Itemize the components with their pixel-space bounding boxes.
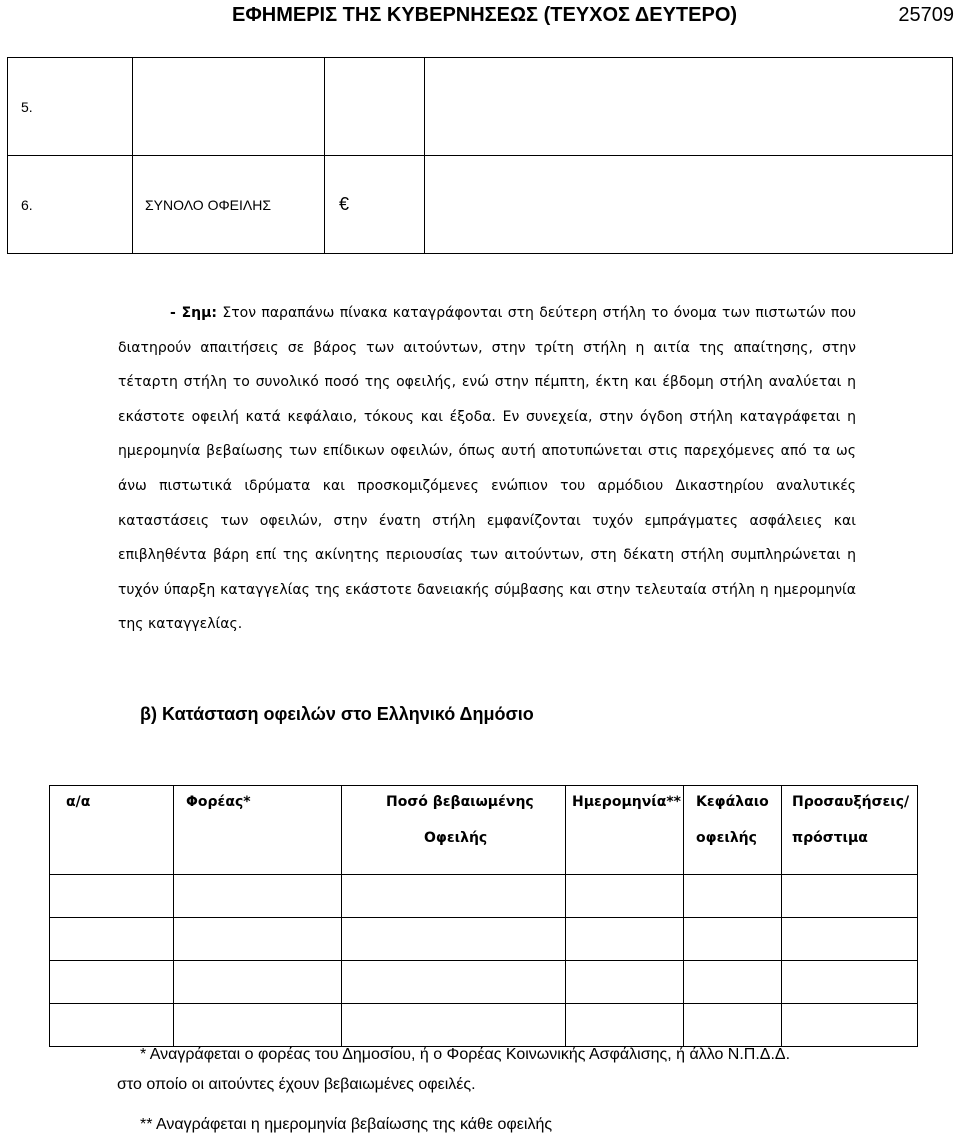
public-debt-table (49, 785, 918, 1047)
currency-cell (325, 58, 425, 156)
page-number: 25709 (898, 4, 954, 26)
header-entity: Φορέας* (174, 786, 342, 875)
empty-cell (425, 58, 953, 156)
footnote-entity-continued: στο οποίο οι αιτούντες έχουν βεβαιωμένες οφειλές. (117, 1076, 476, 1093)
page-header (0, 2, 960, 28)
row-label (133, 58, 325, 156)
header-certified-amount: Ποσό βεβαιωμένης Οφειλής (342, 786, 566, 875)
table-row (50, 1004, 918, 1047)
header-aa: α/α (50, 786, 174, 875)
header-surcharges: Προσαυξήσεις/ πρόστιμα (782, 786, 918, 875)
table-row (50, 961, 918, 1004)
table-header-row (50, 786, 918, 875)
table-row (8, 156, 953, 254)
empty-cell (425, 156, 953, 254)
table-row (50, 918, 918, 961)
debt-summary-table (7, 57, 953, 254)
table-row (50, 875, 918, 918)
header-date: Ημερομηνία** (566, 786, 684, 875)
note-paragraph (118, 296, 856, 642)
footnote-date: ** Αναγράφεται η ημερομηνία βεβαίωσης της κάθε οφειλής (140, 1116, 553, 1133)
header-principal: Κεφάλαιο οφειλής (684, 786, 782, 875)
gazette-title: ΕΦΗΜΕΡΙΣ ΤΗΣ ΚΥΒΕΡΝΗΣΕΩΣ (ΤΕΥΧΟΣ ΔΕΥΤΕΡΟ) (232, 4, 738, 26)
row-number: 6. (8, 156, 133, 254)
total-debt-label: ΣΥΝΟΛΟ ΟΦΕΙΛΗΣ (133, 156, 325, 254)
row-number: 5. (8, 58, 133, 156)
footnote-entity: * Αναγράφεται ο φορέας του Δημοσίου, ή ο Φορέας Κοινωνικής Ασφάλισης, ή άλλο Ν.Π.Δ.Δ. (140, 1046, 791, 1063)
euro-symbol: € (325, 156, 425, 254)
note-prefix: - Σημ: (170, 305, 218, 321)
table-row (8, 58, 953, 156)
note-text: Στον παραπάνω πίνακα καταγράφονται στη δεύτερη στήλη το όνομα των πιστωτών που διατηρούν απαιτήσεις σε βάρος των αιτούντων, στην τρίτη στήλη η αιτία της απαίτησης, στην τέταρτη στήλη το συνολικό ποσό της οφειλής, ενώ στην πέμπτη, έκτη και έβδομη στήλη αναλύεται η εκάστοτε οφειλή κατά κεφάλαιο, τόκους και έξοδα. Εν συνεχεία, στην όγδοη στήλη καταγράφεται η ημερομηνία βεβαίωσης των επίδικων οφειλών, όπως αυτή αποτυπώνεται στις παρεχόμενες από τα ως άνω πιστωτικά ιδρύματα και προσκομιζόμενες ενώπιον του αρμόδιου Δικαστηρίου αναλυτικές καταστάσεις των οφειλών, στην ένατη στήλη εμφανίζονται τυχόν εμπράγματες ασφάλειες και επιβληθέντα βάρη επί της ακίνητης περιουσίας των αιτούντων, στη δέκατη στήλη συμπληρώνεται η τυχόν ύπαρξη καταγγελίας της εκάστοτε δανειακής σύμβασης και στην τελευταία στήλη η ημερομηνία της καταγγελίας. (118, 305, 856, 633)
section-title: β) Κατάσταση οφειλών στο Ελληνικό Δημόσιο (140, 704, 534, 724)
